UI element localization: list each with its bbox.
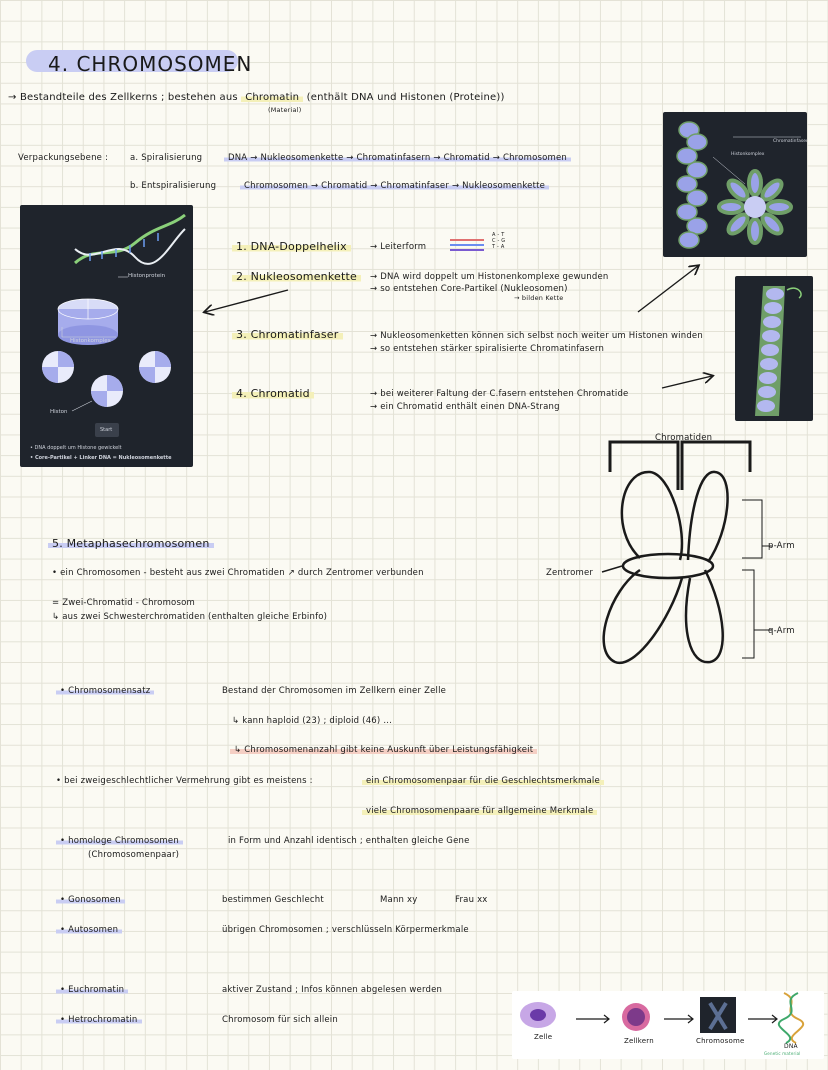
euchromatin-label: • Euchromatin — [56, 985, 128, 995]
arrow-to-top-right — [638, 266, 698, 312]
vermehrung-a: ein Chromosomenpaar für die Geschlechtsmerkmale — [362, 776, 604, 786]
histonprotein-label: Histonprotein — [128, 273, 166, 279]
chromatiden-label: Chromatiden — [655, 433, 713, 443]
packing-a-label: a. Spiralisierung — [130, 153, 203, 163]
intro-text: → Bestandteile des Zellkerns ; bestehen aus — [8, 92, 238, 103]
p-arm-label: p-Arm — [768, 541, 795, 551]
zellkern-label: Zellkern — [624, 1037, 654, 1045]
vermehrung-b: viele Chromosomenpaare für allgemeine Merkmale — [362, 806, 597, 816]
step-4-desc-1: → bei weiterer Faltung der C.fasern entstehen Chromatide — [370, 389, 629, 399]
zelle-label: Zelle — [534, 1033, 553, 1041]
histon-label: Histon — [50, 409, 68, 415]
q-arm-label: q-Arm — [768, 626, 795, 636]
fiber-label: Chromatinfaser — [773, 139, 808, 144]
panel-bullet-2-text: Core-Partikel + Linker DNA = Nukleosomenkette — [34, 455, 172, 461]
chromatin-fiber-illustration — [663, 112, 807, 257]
homolog-sub: (Chromosomenpaar) — [88, 850, 180, 860]
cell-to-dna-strip — [512, 991, 824, 1059]
chromosome-label: Chromosome — [696, 1037, 745, 1045]
dna-label: DNA — [784, 1043, 798, 1050]
ladder-legend-3: T - A — [492, 244, 505, 250]
packing-b-label: b. Entspiralisierung — [130, 181, 217, 191]
autosomen-label: • Autosomen — [56, 925, 122, 935]
gonosomen-frau: Frau xx — [455, 895, 488, 905]
satz-line-2: ↳ kann haploid (23) ; diploid (46) ... — [232, 716, 393, 726]
step-3-desc-2: → so entstehen stärker spiralisierte Chromatinfasern — [370, 344, 605, 354]
step-4-label: 4. Chromatid — [232, 387, 314, 400]
step-1-label: 1. DNA-Doppelhelix — [232, 240, 351, 253]
chromatin-note: (Material) — [268, 106, 302, 114]
step-2-desc-2: → so entstehen Core-Partikel (Nukleosomen) — [370, 284, 568, 294]
packing-a-text: DNA → Nukleosomenkette → Chromatinfasern → Chromatid → Chromosomen — [224, 153, 571, 163]
intro-rest: (enthält DNA und Histonen (Proteine)) — [306, 92, 505, 103]
satz-line-3: ↳ Chromosomenanzahl gibt keine Auskunft über Leistungsfähigkeit — [230, 745, 537, 755]
hetero-text: Chromosom für sich allein — [222, 1015, 338, 1025]
arrow-to-fiber — [662, 376, 712, 388]
ladder-legend-1: A - T — [492, 232, 505, 238]
metaphase-line-2: = Zwei-Chromatid - Chromosom — [52, 598, 195, 608]
step-2-desc-1: → DNA wird doppelt um Histonenkomplexe gewunden — [370, 272, 609, 282]
start-button[interactable]: Start — [100, 427, 113, 433]
step-1-desc: → Leiterform — [370, 242, 427, 252]
packing-b-text: Chromosomen → Chromatid → Chromatinfaser → Nukleosomenkette — [240, 181, 549, 191]
metaphase-line-1: • ein Chromosomen - besteht aus zwei Chromatiden ↗ durch Zentromer verbunden — [52, 568, 424, 578]
homolog-label: • homologe Chromosomen — [56, 836, 183, 846]
panel-bullet-1: • DNA doppelt um Histone gewickelt — [30, 445, 122, 451]
gonosomen-text: bestimmen Geschlecht — [222, 895, 324, 905]
metaphase-line-3: ↳ aus zwei Schwesterchromatiden (enthalten gleiche Erbinfo) — [52, 612, 328, 622]
step-2-note: → bilden Kette — [514, 294, 564, 302]
step-3-label: 3. Chromatinfaser — [232, 328, 343, 341]
packing-label: Verpackungsebene : — [18, 153, 109, 163]
step-4-desc-2: → ein Chromatid enthält einen DNA-Strang — [370, 402, 560, 412]
dna-sub-label: Genetic material — [764, 1051, 801, 1056]
metaphase-heading: 5. Metaphasechromosomen — [48, 537, 214, 550]
step-3-desc-1: → Nukleosomenketten können sich selbst noch weiter um Histonen winden — [370, 331, 703, 341]
chromatid-illustration — [735, 276, 813, 421]
satz-line-1: Bestand der Chromosomen im Zellkern einer Zelle — [222, 686, 447, 696]
cell-to-dna-svg — [512, 991, 824, 1059]
homolog-text: in Form und Anzahl identisch ; enthalten gleiche Gene — [228, 836, 470, 846]
panel-bullet-1-text: DNA doppelt um Histone gewickelt — [34, 445, 122, 451]
euchromatin-text: aktiver Zustand ; Infos können abgelesen werden — [222, 985, 443, 995]
gonosomen-label: • Gonosomen — [56, 895, 125, 905]
vermehrung-line: • bei zweigeschlechtlicher Vermehrung gibt es meistens : — [56, 776, 313, 786]
hetero-label: • Hetrochromatin — [56, 1015, 142, 1025]
fiber-svg — [663, 112, 807, 257]
histonkomplex-label: Histonkomplex — [70, 338, 111, 344]
page-title: 4. CHROMOSOMEN — [48, 52, 253, 76]
complex-label: Histonkomplex — [731, 152, 765, 157]
chromatin-term: Chromatin — [241, 92, 303, 103]
ladder-legend-2: C - G — [492, 238, 506, 244]
arrow-to-left-panel — [205, 290, 288, 312]
satz-label: • Chromosomensatz — [56, 686, 154, 696]
zentromer-label: Zentromer — [546, 568, 594, 578]
chromatid-svg — [735, 276, 813, 421]
gonosomen-mann: Mann xy — [380, 895, 418, 905]
autosomen-text: übrigen Chromosomen ; verschlüsseln Körpermerkmale — [222, 925, 469, 935]
chromosome-diagram — [540, 430, 828, 675]
panel-bullet-2: • Core-Partikel + Linker DNA = Nukleosomenkette — [30, 455, 172, 461]
step-2-label: 2. Nukleosomenkette — [232, 270, 361, 283]
